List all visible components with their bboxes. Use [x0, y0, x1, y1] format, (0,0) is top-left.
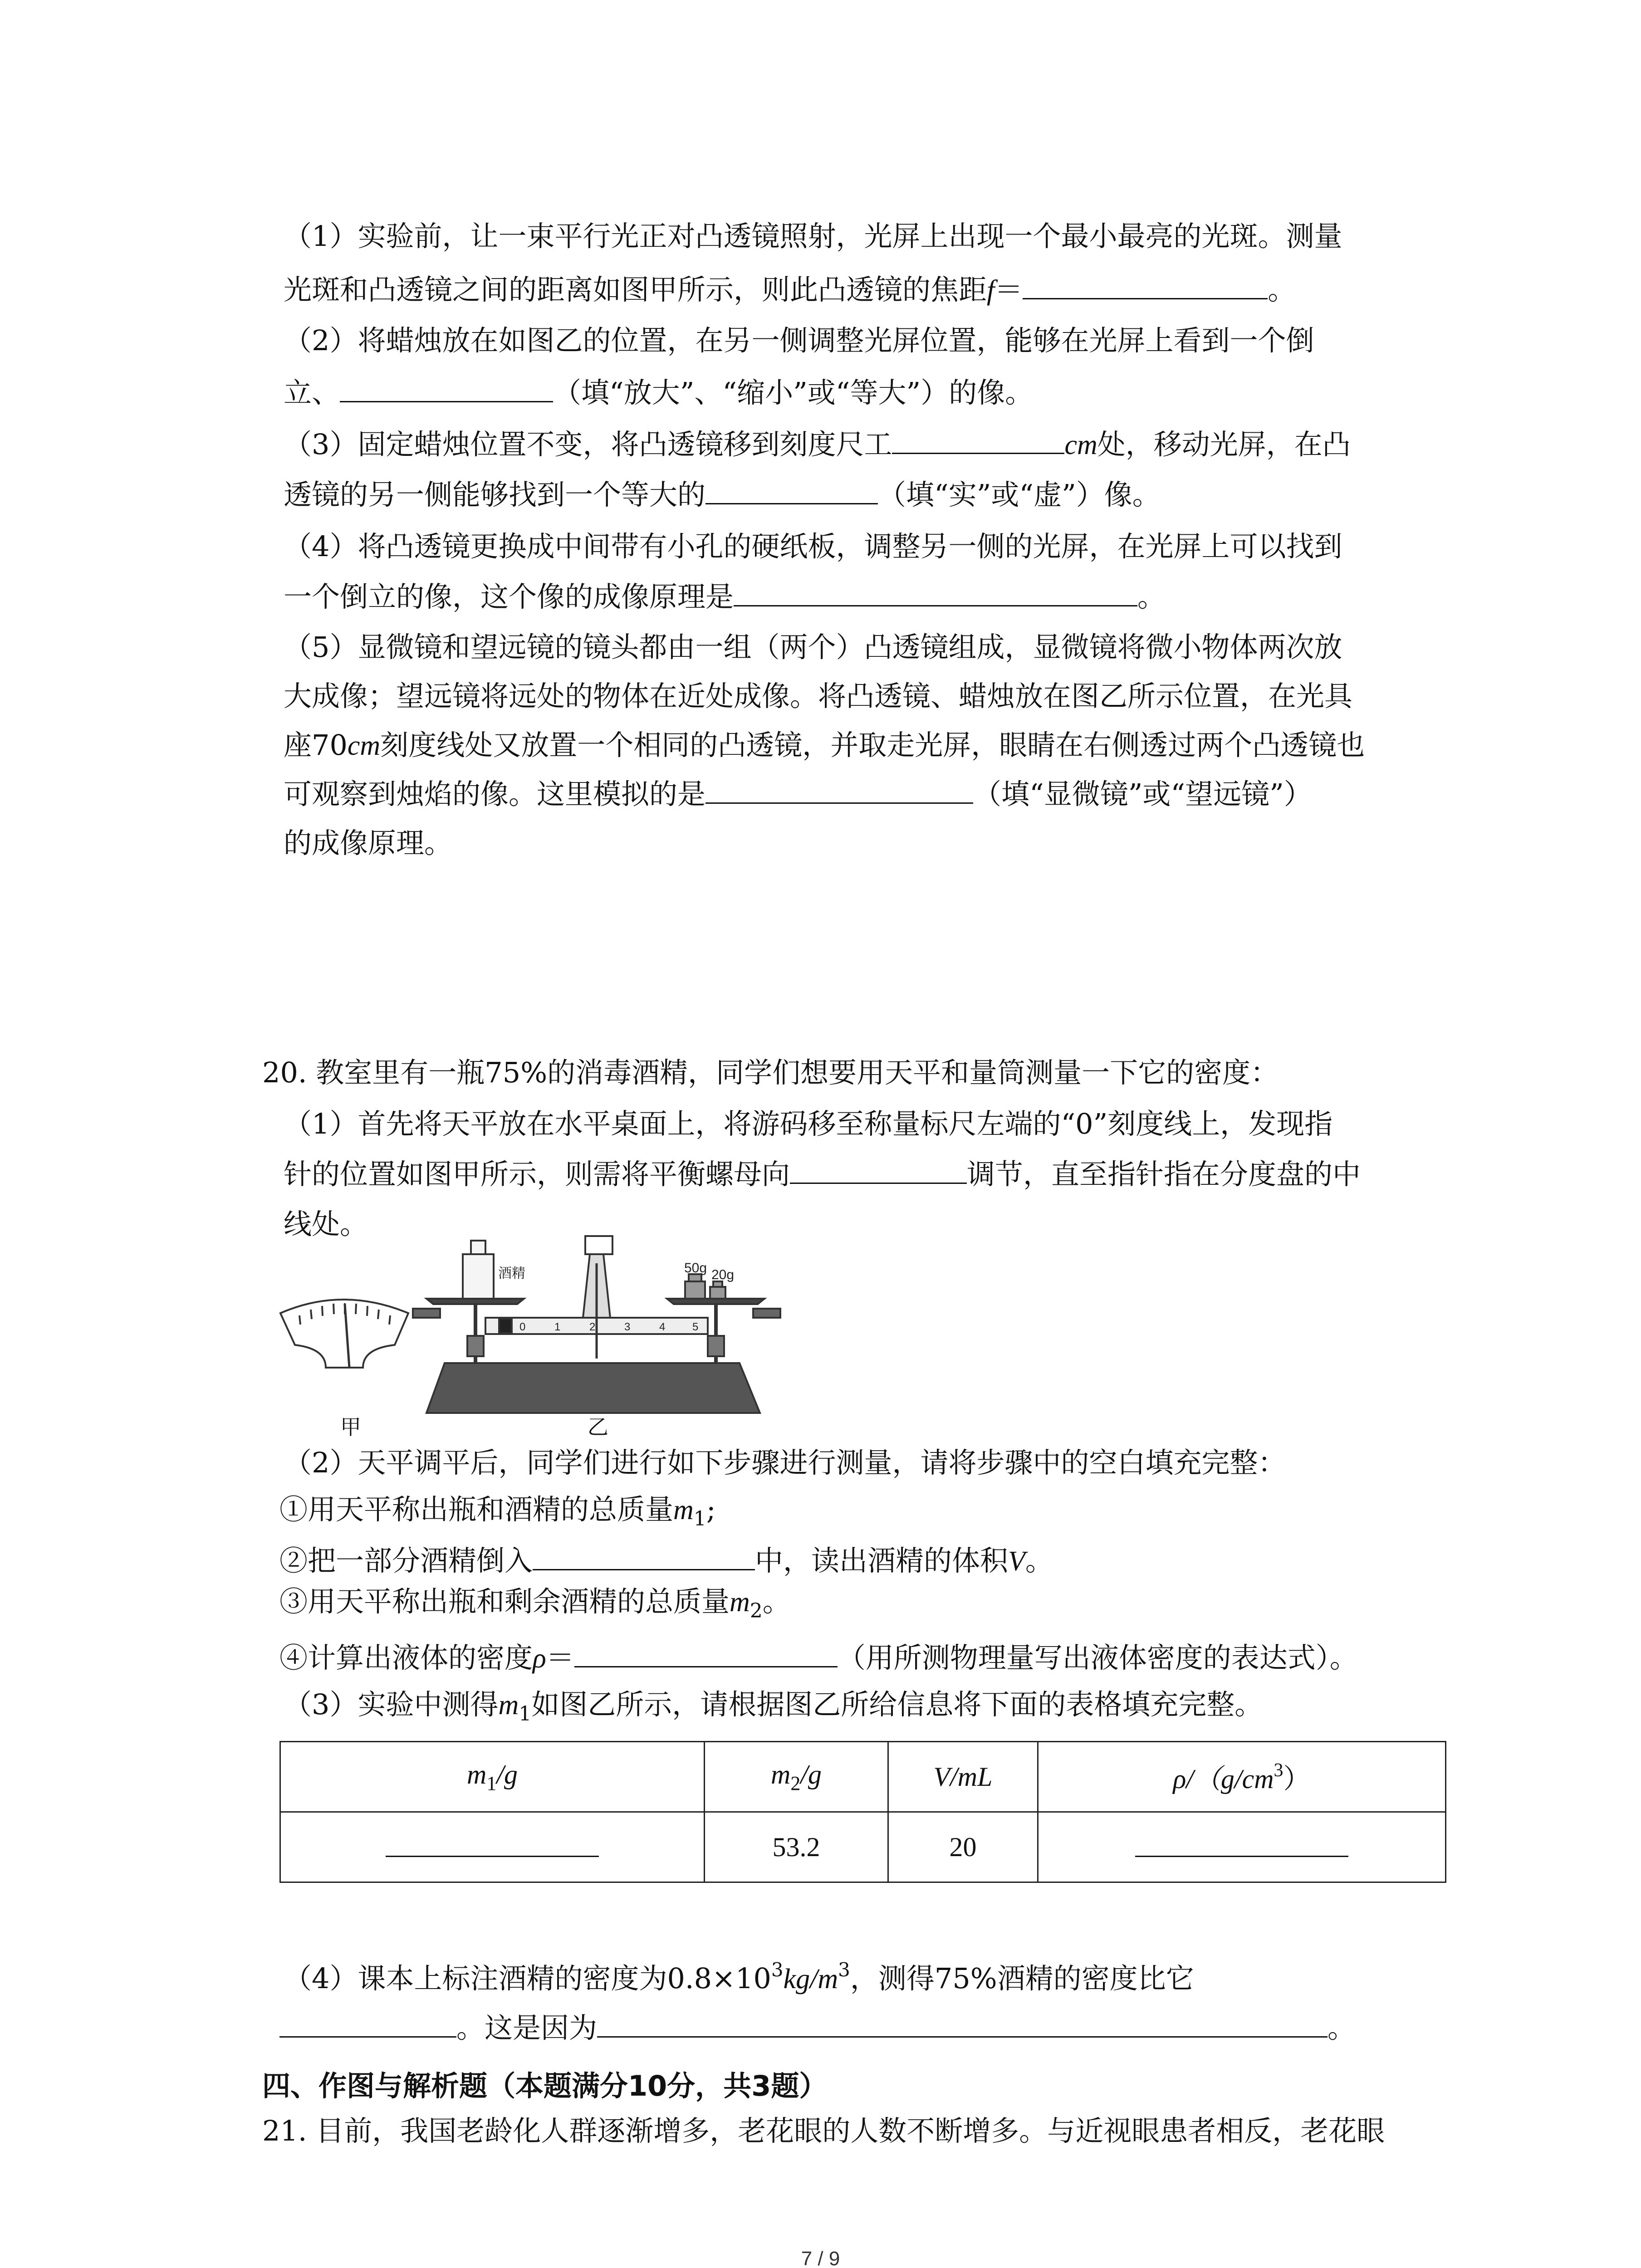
q20-step1-line2	[284, 1155, 1361, 1194]
subscript: 1	[519, 1702, 532, 1725]
q19-part3-line1	[284, 425, 1351, 464]
answer-blank-reason[interactable]	[597, 2011, 1327, 2038]
var-m: m	[770, 1759, 791, 1789]
text: 座70	[284, 728, 348, 762]
cell-rho	[1038, 1812, 1446, 1882]
bottle-label: 酒精	[498, 1266, 525, 1281]
answer-blank-comparison[interactable]	[279, 2011, 456, 2038]
scale-label-2: 2	[589, 1321, 596, 1333]
q19-part5-line2: 大成像；望远镜将远处的物体在近处成像。将凸透镜、蜡烛放在图乙所示位置，在光具	[284, 679, 1353, 713]
scale-label-0: 0	[519, 1321, 526, 1333]
weight-50g-label: 50g	[684, 1261, 707, 1276]
period: 。	[1025, 1544, 1053, 1577]
period: 。	[1327, 2011, 1356, 2044]
equals: ＝	[546, 1641, 574, 1674]
q20-step4-line2	[279, 2009, 1356, 2048]
semicolon: ;	[706, 1493, 716, 1526]
period: 。	[1137, 580, 1166, 613]
answer-blank-density-formula[interactable]	[574, 1641, 838, 1667]
answer-blank-container[interactable]	[533, 1544, 755, 1570]
paren: ）	[1283, 1764, 1311, 1794]
q20-step2-1	[279, 1490, 716, 1539]
q19-part1-line1: （1）实验前，让一束平行光正对凸透镜照射，光屏上出现一个最小最亮的光斑。测量	[284, 220, 1342, 253]
answer-blank-rho[interactable]	[1135, 1830, 1348, 1857]
answer-blank-principle[interactable]	[734, 580, 1137, 606]
scale-label-5: 5	[692, 1321, 699, 1333]
scale-label-3: 3	[624, 1321, 631, 1333]
var-m: m	[730, 1587, 750, 1618]
unit: /g	[496, 1759, 518, 1789]
answer-blank-lens-position[interactable]	[892, 427, 1064, 454]
unit: kg/m	[783, 1964, 838, 1994]
equals: ＝	[994, 273, 1023, 306]
text: （填“显微镜”或“望远镜”）	[973, 777, 1312, 811]
balance-yi	[413, 1236, 780, 1413]
q20-step1-line3: 线处。	[284, 1207, 368, 1241]
weight-20g-label: 20g	[711, 1267, 735, 1282]
unit-cm: cm	[1064, 430, 1097, 460]
text: ，测得75%酒精的密度比它	[850, 1962, 1194, 1995]
text: （3）固定蜡烛位置不变，将凸透镜移到刻度尺工	[284, 428, 892, 461]
text: 刻度线处又放置一个相同的凸透镜，并取走光屏，眼睛在右侧透过两个凸透镜也	[380, 728, 1365, 762]
section-heading: 四、作图与解析题（本题满分10分，共3题）	[262, 2069, 828, 2102]
figure-label-yi: 乙	[588, 1415, 608, 1439]
q20-step1-line1: （1）首先将天平放在水平桌面上，将游码移至称量标尺左端的“0”刻度线上，发现指	[284, 1107, 1333, 1140]
text: 立、	[284, 376, 340, 409]
subscript: 1	[693, 1507, 706, 1530]
text: 可观察到烛焰的像。这里模拟的是	[284, 777, 706, 811]
text: ①用天平称出瓶和酒精的总质量	[279, 1493, 674, 1526]
var-m: m	[673, 1495, 694, 1525]
balance-diagram	[272, 1227, 808, 1440]
unit: /g	[800, 1759, 822, 1789]
q20-step2-2	[279, 1541, 1053, 1581]
subscript: 1	[486, 1772, 497, 1794]
subscript: 2	[749, 1599, 763, 1623]
q19-part5-line3	[284, 726, 1365, 765]
text: 调节，直至指针指在分度盘的中	[967, 1158, 1361, 1191]
answer-blank-instrument[interactable]	[705, 777, 973, 804]
superscript: 3	[838, 1959, 850, 1981]
unit-cm: cm	[347, 730, 381, 761]
table-row	[280, 1812, 1446, 1882]
text: ②把一部分酒精倒入	[279, 1544, 533, 1577]
answer-blank-real-virtual[interactable]	[705, 478, 878, 504]
subscript: 2	[790, 1772, 801, 1794]
var-m: m	[498, 1690, 519, 1721]
text: 透镜的另一侧能够找到一个等大的	[284, 478, 706, 511]
q19-part5-line5: 的成像原理。	[284, 826, 453, 860]
period: 。	[762, 1585, 791, 1618]
balance-figure	[272, 1227, 808, 1440]
var-m: m	[466, 1759, 487, 1789]
period: 。	[1268, 273, 1296, 306]
q20-intro: 20. 教室里有一瓶75%的消毒酒精，同学们想要用天平和量筒测量一下它的密度：	[262, 1056, 1279, 1089]
figure-label-jia: 甲	[340, 1415, 361, 1439]
superscript: 3	[771, 1959, 784, 1981]
q21-text: 21. 目前，我国老龄化人群逐渐增多，老花眼的人数不断增多。与近视眼患者相反，老花眼	[262, 2114, 1385, 2147]
scale-label-4: 4	[659, 1321, 666, 1333]
var-rho: ρ/（g/cm	[1173, 1764, 1274, 1794]
q19-part5-line4	[284, 775, 1312, 814]
cell-m1	[280, 1812, 705, 1882]
var-v: V	[1008, 1546, 1025, 1577]
header-rho	[1038, 1742, 1446, 1812]
cell-v: 20	[888, 1812, 1038, 1882]
q20-step2-intro: （2）天平调平后，同学们进行如下步骤进行测量，请将步骤中的空白填充完整：	[284, 1446, 1286, 1479]
text: （填“放大”、“缩小”或“等大”）的像。	[553, 376, 1034, 409]
q20-step3	[284, 1685, 1263, 1734]
q20-step4-line1	[284, 1950, 1194, 1999]
var-f: f	[987, 275, 995, 306]
superscript: 3	[1274, 1760, 1283, 1781]
q20-step2-3	[279, 1582, 791, 1631]
text: 一个倒立的像，这个像的成像原理是	[284, 580, 734, 613]
q19-part4-line1: （4）将凸透镜更换成中间带有小孔的硬纸板，调整另一侧的光屏，在光屏上可以找到	[284, 530, 1342, 563]
text: ③用天平称出瓶和剩余酒精的总质量	[279, 1585, 730, 1618]
q19-part4-line2	[284, 577, 1166, 616]
header-m1	[280, 1742, 705, 1812]
q19-part2-line2	[284, 373, 1033, 412]
text: 中，读出酒精的体积	[755, 1544, 1009, 1577]
answer-blank-m1[interactable]	[386, 1830, 599, 1857]
q20-step2-4	[279, 1638, 1358, 1678]
q19-part2-line1: （2）将蜡烛放在如图乙的位置，在另一侧调整光屏位置，能够在光屏上看到一个倒	[284, 324, 1314, 357]
scale-label-1: 1	[554, 1321, 561, 1333]
text: 。这是因为	[456, 2011, 598, 2044]
table-header-row	[280, 1742, 1446, 1812]
text: ④计算出液体的密度	[279, 1641, 533, 1674]
text: （4）课本上标注酒精的密度为0.8×10	[284, 1962, 771, 1995]
answer-blank-image-size[interactable]	[340, 376, 553, 402]
answer-blank-focal-length[interactable]	[1023, 273, 1268, 299]
text: 光斑和凸透镜之间的距离如图甲所示，则此凸透镜的焦距	[284, 273, 987, 306]
q19-part5-line1: （5）显微镜和望远镜的镜头都由一组（两个）凸透镜组成，显微镜将微小物体两次放	[284, 631, 1342, 664]
text: （用所测物理量写出液体密度的表达式）。	[837, 1641, 1358, 1674]
var-v: V/mL	[933, 1761, 993, 1792]
answer-blank-direction[interactable]	[790, 1157, 967, 1184]
text: 针的位置如图甲所示，则需将平衡螺母向	[284, 1158, 790, 1191]
text: （3）实验中测得	[284, 1688, 499, 1721]
text: 处，移动光屏，在凸	[1097, 428, 1351, 461]
var-rho: ρ	[533, 1643, 546, 1674]
header-v	[888, 1742, 1038, 1812]
dial-jia	[280, 1300, 408, 1368]
page-number: 7 / 9	[801, 2248, 840, 2268]
q19-part1-line2	[284, 270, 1296, 310]
text: 如图乙所示，请根据图乙所给信息将下面的表格填充完整。	[531, 1688, 1263, 1721]
text: （填“实”或“虚”）像。	[878, 478, 1161, 511]
q19-part3-line2	[284, 475, 1161, 514]
header-m2	[705, 1742, 888, 1812]
cell-m2: 53.2	[705, 1812, 888, 1882]
measurement-table	[279, 1741, 1446, 1883]
